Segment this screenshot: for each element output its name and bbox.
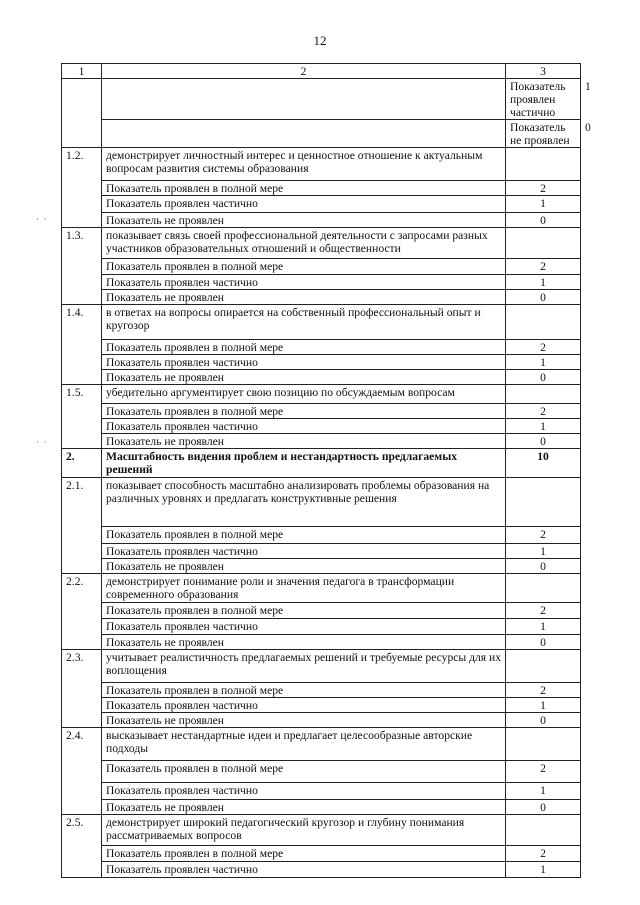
indicator-text: Показатель проявлен в полной мере xyxy=(102,181,506,196)
indicator-text: Показатель проявлен в полной мере xyxy=(102,846,506,862)
section-number: 2. xyxy=(62,449,102,478)
criterion-score-cell xyxy=(506,385,581,404)
indicator-row xyxy=(62,259,581,275)
indicator-score: 2 xyxy=(506,340,581,355)
indicator-text: Показатель проявлен частично xyxy=(102,275,506,290)
criterion-score-cell xyxy=(506,305,581,340)
criterion-row xyxy=(62,148,581,181)
indicator-score: 0 xyxy=(506,559,581,574)
indicator-text: Показатель проявлен частично xyxy=(102,783,506,800)
continued-number-cell xyxy=(62,79,102,148)
section-row xyxy=(62,449,581,478)
indicator-text: Показатель проявлен частично xyxy=(102,196,506,213)
indicator-row xyxy=(62,698,581,713)
indicator-text: Показатель проявлен частично xyxy=(102,419,506,434)
indicator-score: 2 xyxy=(506,527,581,544)
indicator-score: 0 xyxy=(506,800,581,815)
indicator-row: Показатель не проявлен 0 xyxy=(62,120,581,148)
criterion-number: 2.5. xyxy=(62,815,102,878)
criterion-row xyxy=(62,574,581,603)
indicator-row xyxy=(62,559,581,574)
indicator-row xyxy=(62,800,581,815)
indicator-row xyxy=(62,683,581,698)
indicator-text: Показатель проявлен в полной мере xyxy=(102,683,506,698)
indicator-score: 2 xyxy=(506,603,581,619)
indicator-score: 1 xyxy=(506,544,581,559)
criteria-table xyxy=(61,63,591,878)
indicator-text: Показатель проявлен в полной мере xyxy=(102,404,506,419)
indicator-score: 1 xyxy=(506,196,581,213)
indicator-row: Показатель проявлен частично 1 xyxy=(62,79,581,120)
indicator-row xyxy=(62,761,581,783)
indicator-row xyxy=(62,603,581,619)
criterion-number: 1.2. xyxy=(62,148,102,228)
indicator-row xyxy=(62,419,581,434)
indicator-text: Показатель не проявлен xyxy=(102,635,506,650)
criterion-number: 1.5. xyxy=(62,385,102,449)
criterion-number: 2.3. xyxy=(62,650,102,728)
margin-mark: · · xyxy=(36,437,47,447)
indicator-score: 0 xyxy=(506,434,581,449)
criterion-text: высказывает нестандартные идеи и предлагает целесообразные авторские подходы xyxy=(102,728,506,761)
indicator-text: Показатель проявлен в полной мере xyxy=(102,259,506,275)
indicator-text: Показатель проявлен частично xyxy=(102,544,506,559)
indicator-text: Показатель не проявлен xyxy=(102,213,506,228)
criterion-score-cell xyxy=(506,478,581,527)
criterion-number: 1.3. xyxy=(62,228,102,305)
page-number: 12 xyxy=(313,33,327,48)
indicator-score: 0 xyxy=(506,290,581,305)
criterion-row xyxy=(62,728,581,761)
margin-mark: · · xyxy=(36,214,47,224)
indicator-row xyxy=(62,213,581,228)
indicator-text: Показатель проявлен частично xyxy=(102,698,506,713)
criterion-row xyxy=(62,228,581,259)
criterion-score-cell xyxy=(506,650,581,683)
indicator-text: Показатель не проявлен xyxy=(102,559,506,574)
indicator-row xyxy=(62,434,581,449)
criterion-row xyxy=(62,650,581,683)
indicator-text: Показатель проявлен частично xyxy=(102,619,506,635)
indicator-text: Показатель проявлен частично xyxy=(102,355,506,370)
indicator-row xyxy=(62,404,581,419)
indicator-row xyxy=(62,181,581,196)
indicator-score: 2 xyxy=(506,181,581,196)
indicator-text: Показатель проявлен в полной мере xyxy=(102,527,506,544)
table-header-row xyxy=(62,64,581,79)
indicator-score: 1 xyxy=(506,698,581,713)
indicator-score: 0 xyxy=(506,635,581,650)
criterion-text: показывает способность масштабно анализировать проблемы образования на различных уровнях и предлагать конструктивные решения xyxy=(102,478,506,527)
indicator-row xyxy=(62,196,581,213)
criterion-score-cell xyxy=(506,728,581,761)
indicator-row xyxy=(62,783,581,800)
indicator-score: 1 xyxy=(506,419,581,434)
criterion-text: учитывает реалистичность предлагаемых решений и требуемые ресурсы для их воплощения xyxy=(102,650,506,683)
indicator-number-cell xyxy=(102,120,506,148)
indicator-row xyxy=(62,340,581,355)
indicator-row xyxy=(62,275,581,290)
indicator-text: Показатель не проявлен xyxy=(506,120,581,148)
indicator-score: 1 xyxy=(506,783,581,800)
indicator-text: Показатель проявлен частично xyxy=(506,79,581,120)
criterion-score-cell xyxy=(506,815,581,846)
indicator-text: Показатель проявлен в полной мере xyxy=(102,761,506,783)
criterion-score-cell xyxy=(506,574,581,603)
indicator-row xyxy=(62,355,581,370)
header-col-score: 3 xyxy=(506,64,581,79)
indicator-score: 0 xyxy=(506,713,581,728)
criterion-text: демонстрирует понимание роли и значения педагога в трансформации современного образования xyxy=(102,574,506,603)
indicator-text: Показатель проявлен частично xyxy=(102,862,506,878)
indicator-score: 0 xyxy=(506,213,581,228)
header-col-number: 1 xyxy=(62,64,102,79)
criterion-row xyxy=(62,385,581,404)
indicator-score: 2 xyxy=(506,404,581,419)
criterion-text: в ответах на вопросы опирается на собственный профессиональный опыт и кругозор xyxy=(102,305,506,340)
indicator-text: Показатель не проявлен xyxy=(102,800,506,815)
indicator-text: Показатель не проявлен xyxy=(102,290,506,305)
criterion-text: демонстрирует личностный интерес и ценностное отношение к актуальным вопросам развития системы образования xyxy=(102,148,506,181)
indicator-score: 2 xyxy=(506,761,581,783)
indicator-score: 2 xyxy=(506,259,581,275)
criterion-number: 2.2. xyxy=(62,574,102,650)
criterion-row xyxy=(62,478,581,527)
section-max-score: 10 xyxy=(506,449,581,478)
header-col-description: 2 xyxy=(102,64,506,79)
indicator-row xyxy=(62,527,581,544)
indicator-text: Показатель не проявлен xyxy=(102,434,506,449)
indicator-row xyxy=(62,862,581,878)
criterion-text: убедительно аргументирует свою позицию по обсуждаемым вопросам xyxy=(102,385,506,404)
criterion-score-cell xyxy=(506,148,581,181)
indicator-score: 1 xyxy=(506,275,581,290)
criterion-row xyxy=(62,815,581,846)
criterion-number: 2.4. xyxy=(62,728,102,815)
indicator-row xyxy=(62,544,581,559)
indicator-score: 1 xyxy=(506,862,581,878)
indicator-text: Показатель не проявлен xyxy=(102,370,506,385)
indicator-row xyxy=(62,290,581,305)
indicator-row xyxy=(62,713,581,728)
indicator-number-cell xyxy=(102,79,506,120)
criterion-score-cell xyxy=(506,228,581,259)
indicator-score: 0 xyxy=(506,370,581,385)
indicator-text: Показатель проявлен в полной мере xyxy=(102,340,506,355)
indicator-row xyxy=(62,619,581,635)
criterion-row xyxy=(62,305,581,340)
criterion-text: демонстрирует широкий педагогический кругозор и глубину понимания рассматриваемых вопросов xyxy=(102,815,506,846)
indicator-row xyxy=(62,370,581,385)
criterion-text: показывает связь своей профессиональной деятельности с запросами разных участников образовательных отношений и общественности xyxy=(102,228,506,259)
indicator-score: 1 xyxy=(506,355,581,370)
indicator-text: Показатель не проявлен xyxy=(102,713,506,728)
indicator-score: 2 xyxy=(506,846,581,862)
criterion-number: 1.4. xyxy=(62,305,102,385)
indicator-score: 2 xyxy=(506,683,581,698)
section-title: Масштабность видения проблем и нестандартность предлагаемых решений xyxy=(102,449,506,478)
indicator-row xyxy=(62,846,581,862)
indicator-row xyxy=(62,635,581,650)
indicator-score: 1 xyxy=(506,619,581,635)
criterion-number: 2.1. xyxy=(62,478,102,574)
indicator-text: Показатель проявлен в полной мере xyxy=(102,603,506,619)
